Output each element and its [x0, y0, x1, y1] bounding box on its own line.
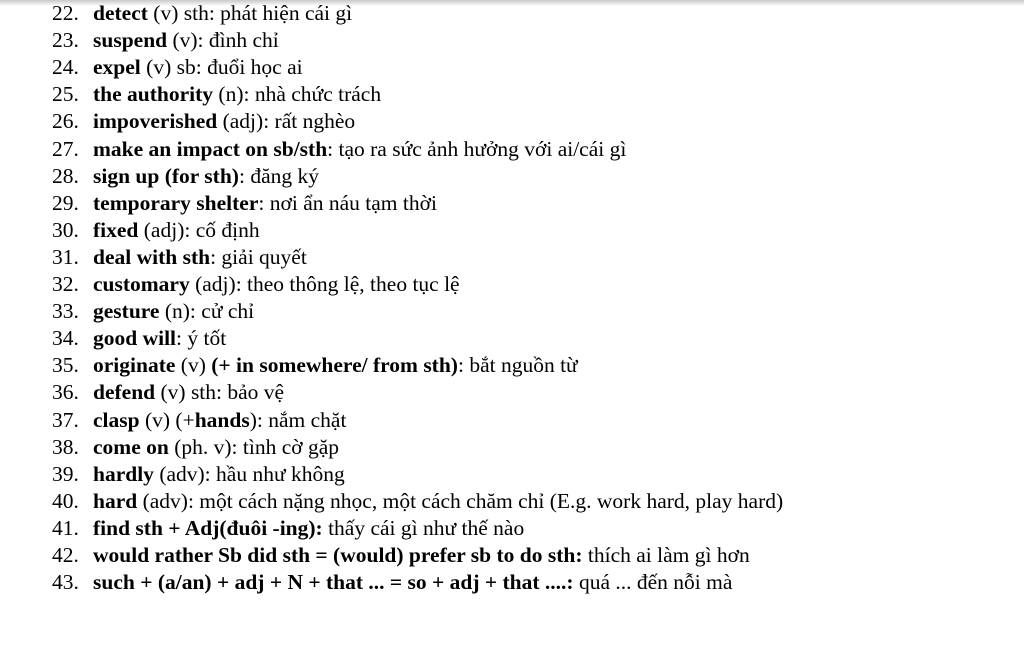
- item-number: 35.: [52, 353, 79, 378]
- item-number: 26.: [52, 109, 79, 134]
- definition-text: : giải quyết: [210, 244, 307, 269]
- term-text: deal with sth: [93, 244, 211, 269]
- item-entry: [93, 271, 460, 298]
- item-number: 30.: [52, 217, 79, 242]
- definition-text: (adv): hầu như không: [153, 461, 345, 486]
- item-entry: [93, 488, 783, 515]
- item-number: 39.: [52, 461, 79, 486]
- item-entry: [93, 217, 260, 244]
- definition-text: (v) (+: [139, 407, 195, 432]
- item-number: 33.: [52, 299, 79, 324]
- vocab-item: [0, 27, 1024, 54]
- definition-text: (v) sb: đuổi học ai: [140, 55, 303, 80]
- item-entry: [93, 407, 346, 434]
- definition-text: (adj): theo thông lệ, theo tục lệ: [189, 272, 460, 296]
- vocab-item: [0, 0, 1024, 27]
- term-text: impoverished: [93, 109, 218, 134]
- vocab-item: [0, 325, 1024, 352]
- term-text: detect: [93, 1, 148, 25]
- item-entry: [93, 244, 307, 271]
- item-entry: [93, 108, 355, 135]
- vocab-item: [0, 407, 1024, 434]
- definition-text: thấy cái gì như thế nào: [322, 515, 525, 540]
- item-number: 31.: [52, 244, 79, 269]
- item-number: 34.: [52, 326, 79, 351]
- definition-text: : đăng ký: [238, 163, 319, 188]
- term-text: make an impact on sb/sth: [93, 136, 328, 161]
- item-entry: [93, 0, 352, 27]
- term-text: originate: [93, 353, 176, 378]
- vocab-item: [0, 298, 1024, 325]
- vocab-item: [0, 379, 1024, 406]
- item-number: 37.: [52, 407, 79, 432]
- item-number: 40.: [52, 488, 79, 513]
- item-entry: [93, 352, 578, 379]
- vocab-item: [0, 54, 1024, 81]
- item-entry: [93, 190, 437, 217]
- item-number: 38.: [52, 434, 79, 459]
- definition-text: (ph. v): tình cờ gặp: [168, 434, 340, 459]
- item-entry: [93, 542, 750, 569]
- definition-text: thích ai làm gì hơn: [582, 543, 750, 567]
- term-text: customary: [93, 272, 190, 296]
- item-entry: [93, 27, 279, 54]
- definition-text: (n): nhà chức trách: [213, 82, 382, 107]
- vocab-item: [0, 515, 1024, 542]
- vocab-item: [0, 108, 1024, 135]
- term-text: clasp: [93, 407, 140, 432]
- definition-text: (adv): một cách nặng nhọc, một cách chăm chỉ (E.g. work hard, play hard): [137, 488, 784, 513]
- vocab-item: [0, 271, 1024, 298]
- term-text: would rather Sb did sth = (would) prefer sb to do sth:: [93, 543, 583, 567]
- definition-text: (adj): rất nghèo: [217, 109, 356, 134]
- item-number: 32.: [52, 272, 79, 296]
- vocab-item: [0, 136, 1024, 163]
- term-text: temporary shelter: [93, 190, 259, 215]
- term-text: hands: [194, 407, 250, 432]
- item-entry: [93, 136, 626, 163]
- item-entry: [93, 81, 381, 108]
- item-number: 42.: [52, 543, 79, 567]
- item-number: 43.: [52, 570, 79, 595]
- item-entry: [93, 434, 339, 461]
- definition-text: (n): cử chỉ: [159, 299, 255, 324]
- term-text: come on: [93, 434, 169, 459]
- term-text: sign up (for sth): [93, 163, 239, 188]
- term-text: such + (a/an) + adj + N + that ... = so + adj + that ....:: [93, 570, 574, 595]
- definition-text: ): nắm chặt: [249, 407, 347, 432]
- item-number: 23.: [52, 28, 79, 53]
- item-number: 29.: [52, 190, 79, 215]
- item-entry: [93, 298, 254, 325]
- definition-text: (adj): cố định: [138, 217, 260, 242]
- vocab-item: [0, 163, 1024, 190]
- definition-text: (v) sth: bảo vệ: [155, 380, 285, 405]
- definition-text: (v) sth: phát hiện cái gì: [147, 1, 353, 25]
- item-number: 24.: [52, 55, 79, 80]
- vocab-item: [0, 217, 1024, 244]
- vocab-item: [0, 569, 1024, 596]
- item-entry: [93, 325, 226, 352]
- vocab-item: [0, 81, 1024, 108]
- definition-text: : ý tốt: [176, 326, 227, 351]
- definition-text: : nơi ẩn náu tạm thời: [258, 190, 437, 215]
- term-text: hardly: [93, 461, 154, 486]
- vocab-item: [0, 542, 1024, 569]
- item-number: 41.: [52, 515, 79, 540]
- item-number: 36.: [52, 380, 79, 405]
- vocab-item: [0, 461, 1024, 488]
- term-text: expel: [93, 55, 141, 80]
- vocab-item: [0, 434, 1024, 461]
- item-number: 28.: [52, 163, 79, 188]
- item-entry: [93, 515, 524, 542]
- term-text: fixed: [93, 217, 139, 242]
- definition-text: : bắt nguồn từ: [457, 353, 578, 378]
- definition-text: : tạo ra sức ảnh hưởng với ai/cái gì: [327, 136, 627, 161]
- definition-text: (v): [175, 353, 212, 378]
- item-number: 27.: [52, 136, 79, 161]
- vocab-item: [0, 244, 1024, 271]
- term-text: good will: [93, 326, 177, 351]
- item-number: 25.: [52, 82, 79, 107]
- item-number: 22.: [52, 1, 79, 25]
- item-entry: [93, 54, 303, 81]
- term-text: find sth + Adj(đuôi -ing):: [93, 515, 323, 540]
- item-entry: [93, 379, 284, 406]
- term-text: defend: [93, 380, 156, 405]
- term-text: (+ in somewhere/ from sth): [211, 353, 458, 378]
- definition-text: quá ... đến nỗi mà: [573, 570, 733, 595]
- vocab-item: [0, 190, 1024, 217]
- vocab-item: [0, 352, 1024, 379]
- definition-text: (v): đình chỉ: [167, 28, 279, 53]
- vocab-item: [0, 488, 1024, 515]
- item-entry: [93, 461, 345, 488]
- item-entry: [93, 569, 732, 596]
- term-text: the authority: [93, 82, 214, 107]
- term-text: hard: [93, 488, 138, 513]
- item-entry: [93, 163, 319, 190]
- term-text: gesture: [93, 299, 160, 324]
- term-text: suspend: [93, 28, 168, 53]
